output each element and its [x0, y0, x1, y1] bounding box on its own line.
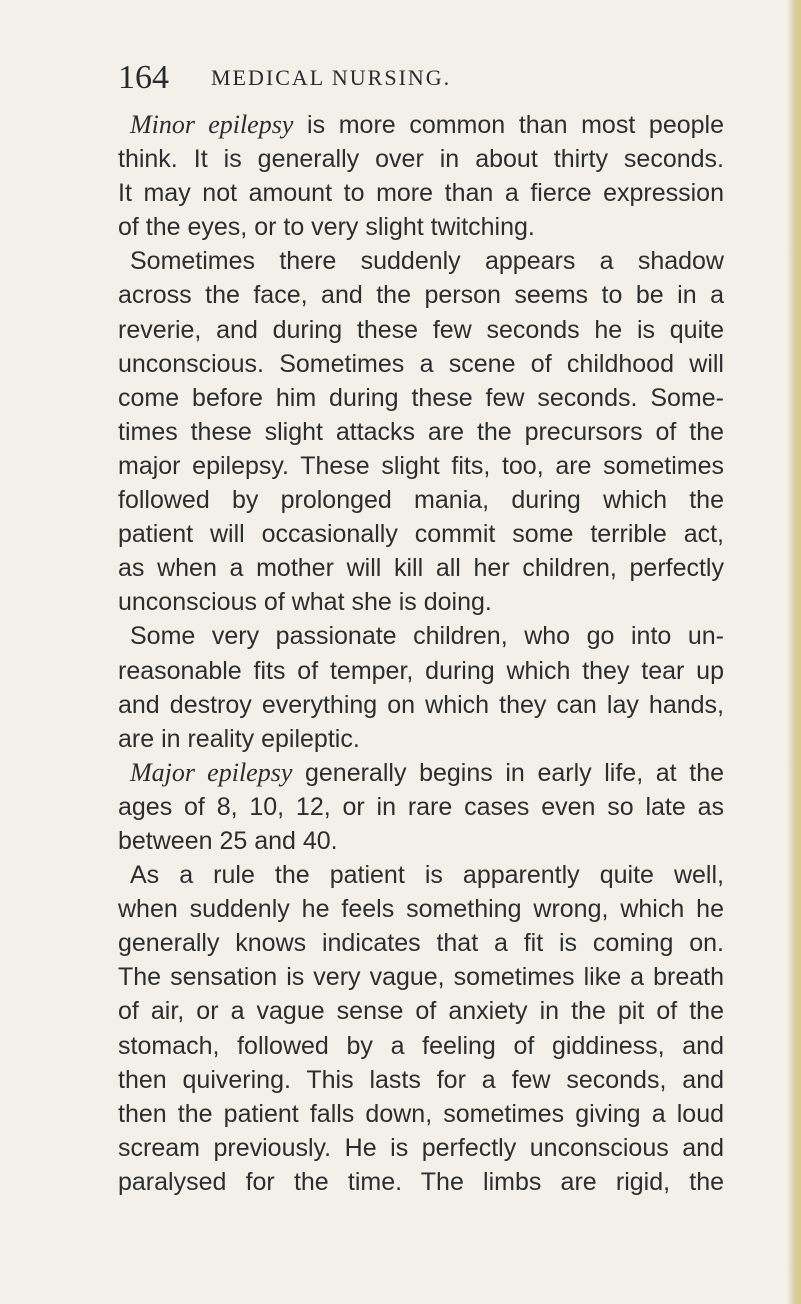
text-line: times these slight attacks are the precursors of the — [118, 417, 724, 446]
body-text — [118, 108, 724, 1199]
text-line: and destroy everything on which they can lay hands, — [118, 690, 724, 719]
page-number: 164 — [118, 59, 169, 96]
text-line: Minor epilepsy is more common than most people — [130, 110, 724, 139]
text-line: unconscious. Sometimes a scene of childhood will — [118, 349, 724, 378]
running-head: MEDICAL NURSING. — [211, 65, 452, 90]
text-line: It may not amount to more than a fierce expression — [118, 179, 724, 208]
text-line: scream previously. He is perfectly unconscious and — [118, 1133, 724, 1162]
text-line: as when a mother will kill all her children, perfectly — [118, 554, 724, 583]
text-line: between 25 and 40. — [118, 826, 338, 855]
page-header — [118, 56, 718, 100]
text-line: paralysed for the time. The limbs are rigid, the — [118, 1167, 724, 1196]
text-line: stomach, followed by a feeling of giddiness, and — [118, 1031, 724, 1060]
text-line: major epilepsy. These slight fits, too, are sometimes — [118, 451, 724, 480]
text-line: reverie, and during these few seconds he is quite — [118, 315, 724, 344]
text-line: of air, or a vague sense of anxiety in the pit of the — [118, 997, 724, 1026]
text-line: generally knows indicates that a fit is coming on. — [118, 929, 724, 958]
text-line: Sometimes there suddenly appears a shadow — [130, 247, 724, 276]
italic-term: Major epilepsy — [130, 757, 293, 787]
text-line: As a rule the patient is apparently quite well, — [130, 861, 724, 890]
text-line: unconscious of what she is doing. — [118, 588, 492, 617]
text-line: Major epilepsy generally begins in early life, at the — [130, 757, 724, 787]
text-line: when suddenly he feels something wrong, which he — [118, 895, 724, 924]
text-line: followed by prolonged mania, during which the — [118, 486, 724, 515]
text-line: then the patient falls down, sometimes giving a loud — [118, 1099, 724, 1128]
page-edge-shadow — [787, 0, 801, 1304]
text-line: think. It is generally over in about thirty seconds. — [118, 145, 724, 174]
text-line: patient will occasionally commit some terrible act, — [118, 520, 724, 549]
text-line: are in reality epileptic. — [118, 724, 360, 753]
text-line: across the face, and the person seems to be in a — [118, 281, 724, 310]
italic-term: Minor epilepsy — [130, 110, 294, 139]
text-line: ages of 8, 10, 12, or in rare cases even so late as — [118, 792, 724, 821]
text-line: The sensation is very vague, sometimes like a breath — [118, 963, 724, 992]
text-line: Some very passionate children, who go into un- — [130, 622, 724, 651]
text-line: come before him during these few seconds. Some- — [118, 383, 724, 412]
text-line: then quivering. This lasts for a few seconds, and — [118, 1065, 724, 1094]
text-line: of the eyes, or to very slight twitching. — [118, 213, 535, 242]
text-line: reasonable fits of temper, during which they tear up — [118, 656, 724, 685]
